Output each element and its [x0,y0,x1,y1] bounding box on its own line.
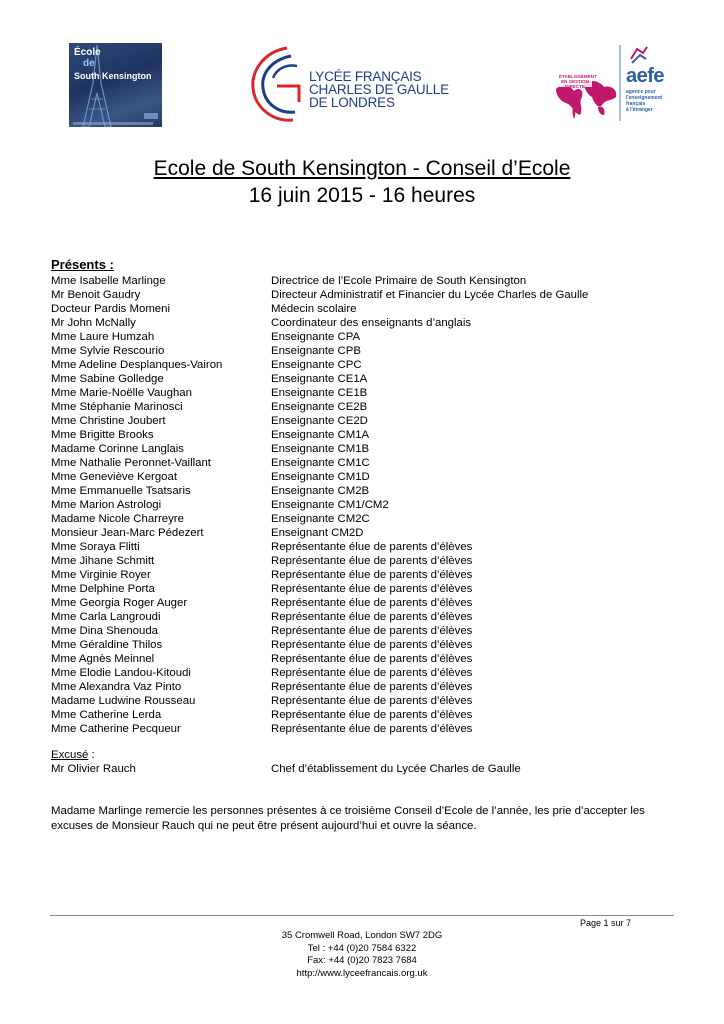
lycee-francais-logo [247,42,449,126]
footer-divider [50,915,674,916]
attendee-role: Enseignante CM1B [271,443,370,455]
attendee-role: Enseignant CM2D [271,527,364,539]
attendee-name: Madame Corinne Langlais [51,443,184,455]
attendee-name: Mme Stéphanie Marinosci [51,401,183,413]
attendee-role: Représentante élue de parents d’élèves [271,639,473,651]
attendee-name: Mme Nathalie Peronnet-Vaillant [51,457,211,469]
document-title: Ecole de South Kensington - Conseil d’Ecole [153,157,571,180]
attendee-role: Enseignante CPC [271,359,362,371]
aefe-tag-line3: français [626,101,646,107]
attendee-role: Représentante élue de parents d’élèves [271,583,473,595]
attendee-name: Mme Virginie Royer [51,569,151,581]
footer-fax: Fax: +44 (0)20 7823 7684 [307,955,417,966]
attendee-name: Mme Dina Shenouda [51,625,159,637]
attendee-role: Représentante élue de parents d’élèves [271,555,473,567]
attendee-role: Enseignante CPA [271,331,361,343]
attendee-name: Mme Agnès Meinnel [51,653,155,665]
attendee-name: Mme Soraya Flitti [51,541,140,553]
attendee-role: Représentante élue de parents d’élèves [271,653,473,665]
attendee-role: Enseignante CM1/CM2 [271,499,389,511]
attendee-name: Mr John McNally [51,317,136,329]
attendee-role: Enseignante CE1B [271,387,368,399]
attendee-role: Enseignante CPB [271,345,361,357]
attendee-role: Représentante élue de parents d’élèves [271,569,473,581]
attendee-name: Mme Géraldine Thilos [51,639,163,651]
attendee-name: Mme Elodie Landou-Kitoudi [51,667,191,679]
attendee-role: Représentante élue de parents d’élèves [271,709,473,721]
attendee-role: Enseignante CE2D [271,415,368,427]
attendee-role: Représentante élue de parents d’élèves [271,667,473,679]
attendee-role: Représentante élue de parents d’élèves [271,611,473,623]
attendee-name: Mr Benoit Gaudry [51,289,141,301]
ecole-logo-badge [144,113,158,119]
attendee-role: Enseignante CE2B [271,401,368,413]
attendee-name: Monsieur Jean-Marc Pédezert [51,527,204,539]
excuse-colon: : [88,749,95,761]
attendee-role: Représentante élue de parents d’élèves [271,681,473,693]
attendee-name: Mme Marie-Noëlle Vaughan [51,387,192,399]
aefe-tag-line4: à l'étranger [626,107,653,113]
attendee-role: Coordinateur des enseignants d’anglais [271,317,472,329]
attendee-name: Mme Catherine Lerda [51,709,162,721]
attendee-name: Mme Marion Astrologi [51,499,162,511]
attendee-name: Mme Alexandra Vaz Pinto [51,681,182,693]
attendee-name: Mme Georgia Roger Auger [51,597,188,609]
attendee-name: Mme Brigitte Brooks [51,429,154,441]
attendee-name: Mme Sabine Golledge [51,373,164,385]
presents-heading: Présents : [51,257,114,272]
attendee-role: Représentante élue de parents d’élèves [271,695,473,707]
attendee-role: Représentante élue de parents d’élèves [271,541,473,553]
attendee-role: Enseignante CM1D [271,471,370,483]
footer-url[interactable]: http://www.lyceefrancais.org.uk [296,967,428,979]
attendee-role: Enseignante CM1C [271,457,370,469]
attendee-role: Enseignante CM2B [271,485,370,497]
excused-name: Mr Olivier Rauch [51,763,136,775]
lycee-logo-line3: DE LONDRES [309,95,395,110]
excuse-heading [51,749,95,761]
attendee-role: Directeur Administratif et Financier du Lycée Charles de Gaulle [271,289,589,301]
attendee-role: Enseignante CE1A [271,373,368,385]
ecole-logo-line1: École [74,47,101,58]
ecole-logo-line3: South Kensington [74,71,152,81]
attendee-name: Mme Carla Langroudi [51,611,161,623]
attendee-name: Mme Catherine Pecqueur [51,723,181,735]
attendee-name: Mme Geneviève Kergoat [51,471,177,483]
attendee-role: Représentante élue de parents d’élèves [271,597,473,609]
ecole-logo-line2: de [83,58,95,69]
attendee-name: Mme Isabelle Marlinge [51,275,166,287]
lycee-emblem-icon [247,42,309,126]
page-number: Page 1 sur 7 [580,918,632,928]
attendee-role: Représentante élue de parents d’élèves [271,625,473,637]
aefe-emblem-icon [628,45,650,65]
attendee-name: Madame Ludwine Rousseau [51,695,196,707]
footer-address: 35 Cromwell Road, London SW7 2DG [281,930,443,941]
document-date: 16 juin 2015 - 16 heures [248,184,476,207]
aefe-tag-line1: agence pour [626,89,656,95]
aefe-badge-line2: EN GESTION DIRECTE [561,79,589,89]
aefe-badge-line1: ÉTABLISSEMENT [559,74,597,79]
attendee-role: Enseignante CM1A [271,429,370,441]
attendee-role: Enseignante CM2C [271,513,370,525]
ecole-south-kensington-logo [69,43,162,127]
attendee-role: Directrice de l’Ecole Primaire de South Kensington [271,275,527,287]
attendee-name: Madame Nicole Charreyre [51,513,184,525]
attendee-role: Médecin scolaire [271,303,357,315]
intro-paragraph: Madame Marlinge remercie les personnes présentes à ce troisième Conseil d’Ecole de l’année, les prie d’accepter les excuses de Monsieur Rauch qui ne peut être présent aujourd’hui et ouvre la séance. [51,805,645,832]
aefe-tag-line2: l'enseignement [626,95,663,101]
attendee-name: Mme Adeline Desplanques-Vairon [51,359,223,371]
attendee-name: Mme Emmanuelle Tsatsaris [51,485,191,497]
lycee-logo-line2: CHARLES DE GAULLE [309,82,449,97]
attendee-name: Mme Laure Humzah [51,331,155,343]
footer-tel: Tel : +44 (0)20 7584 6322 [307,942,417,954]
aefe-logo [554,43,674,123]
footer-address-block [0,930,724,980]
attendee-name: Mme Sylvie Rescourio [51,345,165,357]
ecole-logo-bar [73,122,153,125]
excused-role: Chef d’établissement du Lycée Charles de Gaulle [271,763,521,775]
aefe-brand: aefe [626,65,665,87]
attendee-name: Mme Christine Joubert [51,415,166,427]
attendee-name: Mme Delphine Porta [51,583,155,595]
lycee-logo-line1: LYCÉE FRANÇAIS [309,69,422,84]
attendee-name: Mme Jihane Schmitt [51,555,155,567]
attendee-role: Représentante élue de parents d’élèves [271,723,473,735]
attendee-name: Docteur Pardis Momeni [51,303,171,315]
excuse-label: Excusé [51,749,89,761]
